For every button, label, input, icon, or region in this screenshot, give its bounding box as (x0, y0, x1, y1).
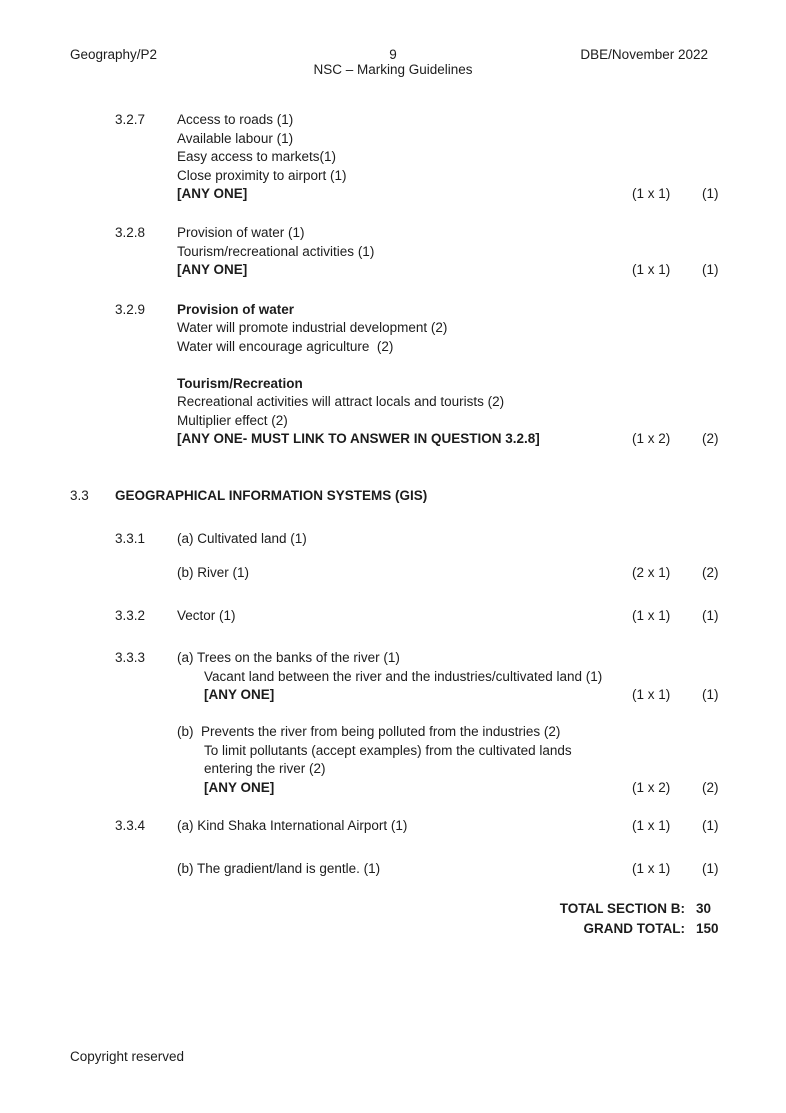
grand-total-label: GRAND TOTAL: (583, 921, 685, 937)
marks-total: (1) (702, 262, 719, 278)
answer-rule: [ANY ONE- MUST LINK TO ANSWER IN QUESTION 3.2.8] (177, 431, 540, 447)
question-3-3-2 (0, 607, 786, 626)
section-3-3-heading (0, 487, 786, 506)
question-number: 3.2.9 (115, 301, 146, 317)
marks-total: (1) (702, 607, 719, 623)
answer-text: (b) The gradient/land is gentle. (1) (177, 861, 381, 877)
question-number: 3.3.2 (115, 607, 146, 623)
question-3-3-4 (0, 817, 786, 878)
header-page-number: 9 (389, 47, 397, 62)
header-exam-session: DBE/November 2022 (580, 47, 708, 62)
answer-line: Vacant land between the river and the industries/cultivated land (1) (204, 668, 603, 684)
mark-allocation: (1 x 1) (632, 262, 671, 278)
question-number: 3.3.3 (115, 650, 146, 666)
answer-line: Tourism/recreational activities (1) (177, 243, 375, 259)
answer-rule: [ANY ONE] (177, 186, 248, 202)
question-3-3-1 (0, 530, 786, 583)
marks-total: (1) (702, 687, 719, 703)
marks-total: (1) (702, 818, 719, 834)
answer-line: Multiplier effect (2) (177, 412, 288, 428)
answer-line (177, 607, 786, 626)
mark-allocation: (1 x 1) (632, 607, 671, 623)
mark-allocation: (1 x 2) (632, 779, 671, 795)
answer-line (177, 860, 786, 879)
section-number: 3.3 (70, 487, 89, 503)
answer-line: Access to roads (1) (177, 112, 294, 127)
question-number: 3.2.7 (115, 112, 146, 127)
totals-block (0, 900, 786, 941)
marks-total: (1) (702, 861, 719, 877)
answer-text: (b) River (1) (177, 565, 250, 581)
answer-line: Provision of water (1) (177, 224, 305, 240)
mark-allocation: (1 x 1) (632, 186, 671, 202)
answer-line: Easy access to markets(1) (177, 149, 337, 165)
section-title: GEOGRAPHICAL INFORMATION SYSTEMS (GIS) (115, 487, 428, 503)
answer-rule-line (177, 185, 786, 204)
question-3-3-3 (0, 649, 786, 797)
answer-rule: [ANY ONE] (204, 779, 275, 795)
answer-line: entering the river (2) (204, 761, 326, 777)
answer-line: Available labour (1) (177, 130, 294, 146)
total-section-b-label: TOTAL SECTION B: (559, 900, 685, 916)
answer-rule-line (204, 779, 786, 798)
answer-subheading: Tourism/Recreation (177, 375, 303, 391)
total-section-b-value: 30 (696, 900, 712, 916)
answer-subheading: Provision of water (177, 301, 295, 317)
document-body (0, 111, 786, 941)
answer-line: Recreational activities will attract locals and tourists (2) (177, 394, 505, 410)
marks-total: (2) (702, 431, 719, 447)
question-3-2-9 (0, 301, 786, 449)
grand-total-value: 150 (696, 921, 719, 937)
question-number: 3.3.1 (115, 530, 146, 546)
answer-line: Close proximity to airport (1) (177, 167, 347, 183)
answer-rule-line (177, 261, 786, 280)
grand-total-row (0, 920, 786, 941)
answer-rule-line (177, 430, 786, 449)
answer-rule-line (204, 686, 786, 705)
mark-allocation: (1 x 1) (632, 861, 671, 877)
answer-line: Water will encourage agriculture (2) (177, 338, 394, 354)
answer-line: (b) Prevents the river from being polluted from the industries (2) (177, 724, 561, 740)
question-number: 3.2.8 (115, 224, 146, 240)
mark-allocation: (1 x 2) (632, 431, 671, 447)
answer-text: (a) Kind Shaka International Airport (1) (177, 818, 408, 834)
marks-total: (2) (702, 779, 719, 795)
answer-line: To limit pollutants (accept examples) from the cultivated lands (204, 742, 572, 758)
marks-total: (1) (702, 186, 719, 202)
question-number: 3.3.4 (115, 818, 146, 834)
answer-line (177, 564, 786, 583)
mark-allocation: (2 x 1) (632, 565, 671, 581)
total-section-b-row (0, 900, 786, 921)
question-3-2-7 (0, 111, 786, 204)
answer-rule: [ANY ONE] (204, 687, 275, 703)
copyright-notice: Copyright reserved (70, 1049, 185, 1064)
question-3-2-8 (0, 224, 786, 280)
header-subtitle: NSC – Marking Guidelines (313, 62, 473, 77)
answer-text: Vector (1) (177, 607, 236, 623)
answer-line: (a) Cultivated land (1) (177, 530, 307, 546)
marks-total: (2) (702, 565, 719, 581)
answer-line (177, 817, 786, 836)
mark-allocation: (1 x 1) (632, 818, 671, 834)
answer-rule: [ANY ONE] (177, 262, 248, 278)
header-doc-title: Geography/P2 (70, 47, 158, 62)
answer-line: Water will promote industrial development (2) (177, 320, 448, 336)
answer-line: (a) Trees on the banks of the river (1) (177, 650, 400, 666)
mark-allocation: (1 x 1) (632, 687, 671, 703)
